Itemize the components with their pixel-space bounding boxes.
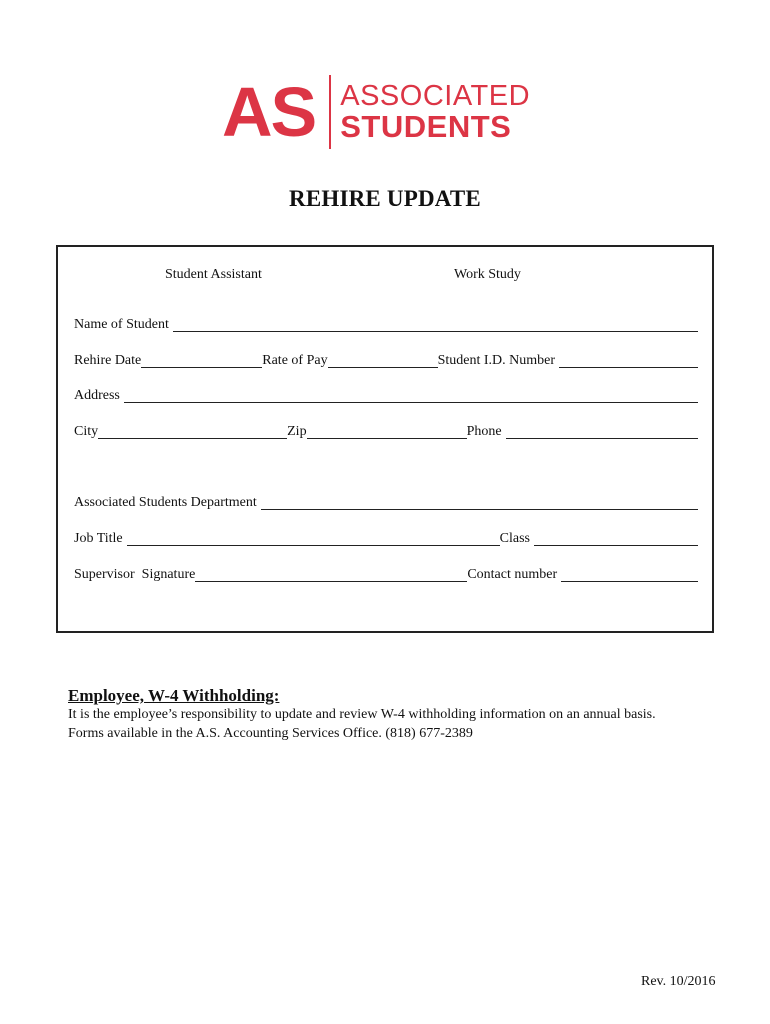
city-field[interactable] [98,425,287,439]
department-label: Associated Students Department [74,495,257,510]
page-title: REHIRE UPDATE [289,186,481,211]
address-field[interactable] [124,389,698,403]
student-id-field[interactable] [559,354,698,368]
job-title-field[interactable] [127,532,500,546]
revision-date: Rev. 10/2016 [641,974,716,989]
option-work-study[interactable]: Work Study [454,267,521,282]
logo-wordmark [340,81,530,143]
phone-field[interactable] [506,425,698,439]
w4-heading: Employee, W-4 Withholding: [68,686,280,705]
row-city-zip-phone [74,424,698,440]
supervisor-signature-label: Supervisor Signature [74,567,196,582]
option-student-assistant[interactable]: Student Assistant [165,267,262,282]
row-rehire-pay-id [74,353,698,369]
city-label: City [74,424,99,439]
address-label: Address [74,388,120,403]
rate-of-pay-field[interactable] [328,354,438,368]
logo-divider [329,75,331,149]
contact-number-label: Contact number [467,567,558,582]
job-title-label: Job Title [74,531,123,546]
rehire-date-label: Rehire Date [74,353,142,368]
row-department [74,495,698,511]
zip-label: Zip [287,424,307,439]
w4-text-line-1: It is the employee’s responsibility to update and review W-4 withholding information on an annual basis. [68,707,656,722]
w4-text-line-2: Forms available in the A.S. Accounting Services Office. (818) 677-2389 [68,726,473,741]
row-address [74,388,698,404]
rehire-form [56,245,714,633]
logo-line-associated: ASSOCIATED [340,80,531,112]
logo-line-students: STUDENTS [340,109,512,144]
logo-initials: AS [222,73,316,151]
department-field[interactable] [261,496,698,510]
name-of-student-label: Name of Student [74,317,169,332]
rate-of-pay-label: Rate of Pay [262,353,328,368]
rehire-date-field[interactable] [141,354,262,368]
student-id-label: Student I.D. Number [437,353,556,368]
row-job-title-class [74,531,698,547]
row-supervisor-contact [74,567,698,583]
phone-label: Phone [466,424,502,439]
contact-number-field[interactable] [561,568,698,582]
row-name-of-student [74,317,698,333]
name-of-student-field[interactable] [173,318,698,332]
supervisor-signature-field[interactable] [195,568,467,582]
class-field[interactable] [534,532,698,546]
class-label: Class [499,531,530,546]
associated-students-logo [222,74,530,150]
zip-field[interactable] [307,425,467,439]
